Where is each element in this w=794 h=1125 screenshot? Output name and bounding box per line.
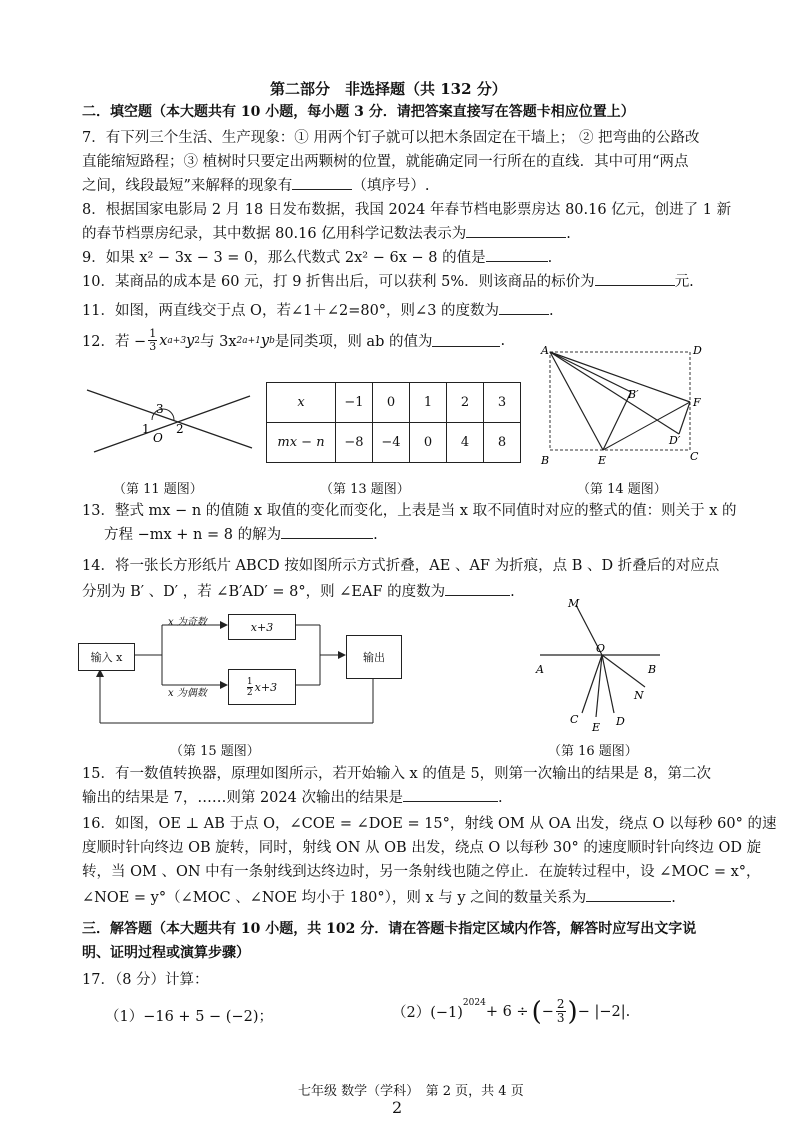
fig11-label-2: 2 — [176, 422, 184, 436]
table-cell: 2 — [447, 383, 484, 423]
fig14-label-a: A — [541, 344, 549, 357]
flow-even-label: x 为偶数 — [168, 688, 207, 699]
fig16-diagram — [530, 595, 680, 740]
fig14-diagram — [535, 340, 715, 470]
fig16-label-n: N — [634, 689, 644, 702]
table-cell: x — [267, 383, 336, 423]
table-row — [267, 423, 521, 463]
q12-line: 12．若 − $\frac{1}{3}$ x a+3 y 2 与 3x 2a+1 y b 是同类项，则 ab 的值为 . — [82, 327, 506, 353]
fig11-diagram — [82, 380, 257, 470]
table-cell: mx − n — [267, 423, 336, 463]
q14-line2: 分别为 B′ 、D′ ，若 ∠B′AD′ = 8°，则 ∠EAF 的度数为 . — [82, 584, 515, 600]
q13-answer-blank[interactable] — [281, 526, 373, 539]
q17-part2: （2）(−1) $^{2024}$ + 6 ÷ ( − $\frac{2}{3}$ ) − |−2|. — [392, 996, 631, 1027]
section3-heading-line1: 三．解答题（本大题共有 10 小题，共 102 分．请在答题卡指定区域内作答，解答时应写出文字说 — [82, 921, 697, 937]
q11-line: 11．如图，两直线交于点 O，若∠1＋∠2=80°，则∠3 的度数为 . — [82, 303, 554, 319]
q9-answer-blank[interactable] — [486, 249, 548, 262]
table-cell: −8 — [336, 423, 373, 463]
flow-odd-label: x 为奇数 — [168, 617, 207, 628]
table-cell: −1 — [336, 383, 373, 423]
q16-line2: 度顺时针向终边 OB 旋转，同时，射线 ON 从 OB 出发，绕点 O 以每秒 30° 的速度顺时针向终边 OD 旋 — [82, 840, 762, 856]
fig11-label-1: 1 — [142, 422, 150, 436]
q7-answer-blank[interactable] — [292, 177, 352, 190]
fig11-label-o: O — [153, 431, 163, 445]
flow-even-op-box: 1 2 x+3 — [228, 669, 296, 705]
q10-line: 10．某商品的成本是 60 元，打 9 折售出后，可以获利 5%．则该商品的标价为 元. — [82, 274, 694, 290]
q8-line2: 的春节档票房纪录，其中数据 80.16 亿用科学记数法表示为 . — [82, 226, 571, 242]
fig14-label-c: C — [690, 450, 699, 463]
q12-answer-blank[interactable] — [432, 334, 500, 347]
fig11-caption: （第 11 题图） — [113, 482, 203, 497]
fig13-caption: （第 13 题图） — [320, 482, 410, 497]
table-cell: 4 — [447, 423, 484, 463]
q15-answer-blank[interactable] — [403, 789, 498, 802]
q7-line3: 之间，线段最短”来解释的现象有 （填序号）. — [82, 178, 430, 194]
fig16-label-d: D — [616, 715, 625, 728]
q17-stem: 17．（8 分）计算： — [82, 972, 209, 988]
q8-line1: 8．根据国家电影局 2 月 18 日发布数据，我国 2024 年春节档电影票房达 80.16 亿元，创进了 1 新 — [82, 202, 732, 218]
fig14-caption: （第 14 题图） — [577, 482, 667, 497]
table-cell: −4 — [373, 423, 410, 463]
flow-output-box: 输出 — [346, 635, 402, 679]
table-row — [267, 383, 521, 423]
page-footer: 七年级 数学（学科） 第 2 页，共 4 页 — [298, 1084, 524, 1099]
q16-line1: 16．如图，OE ⊥ AB 于点 O，∠COE = ∠DOE = 15°，射线 OM 从 OA 出发，绕点 O 以每秒 60° 的速 — [82, 816, 777, 832]
section3-heading-line2: 明、证明过程或演算步骤） — [82, 945, 250, 961]
fig16-label-m: M — [568, 597, 580, 610]
fig13-table — [266, 382, 521, 463]
fig14-label-f: F — [693, 396, 701, 409]
table-cell: 0 — [410, 423, 447, 463]
q11-answer-blank[interactable] — [499, 302, 549, 315]
fig14-label-bprime: B′ — [628, 388, 639, 401]
q7-line1: 7．有下列三个生活、生产现象：① 用两个钉子就可以把木条固定在干墙上； ② 把弯曲的公路改 — [82, 130, 700, 146]
q16-answer-blank[interactable] — [586, 889, 671, 902]
fig16-label-b: B — [648, 663, 657, 676]
q10-answer-blank[interactable] — [595, 273, 675, 286]
flow-input-box: 输入 x — [78, 643, 135, 671]
q15-line1: 15．有一数值转换器，原理如图所示，若开始输入 x 的值是 5，则第一次输出的结果是 8，第二次 — [82, 766, 712, 782]
fig14-label-b: B — [541, 454, 550, 467]
fig14-label-e: E — [598, 454, 607, 467]
table-cell: 1 — [410, 383, 447, 423]
q14-answer-blank[interactable] — [445, 583, 510, 596]
fig15-caption: （第 15 题图） — [170, 744, 260, 759]
flow-odd-op-box: x+3 — [228, 614, 296, 640]
fig14-label-dprime: D′ — [669, 434, 681, 447]
fig16-label-e: E — [592, 721, 601, 734]
fig14-label-d: D — [693, 344, 702, 357]
q16-line4: ∠NOE = y°（∠MOC 、∠NOE 均小于 180°），则 x 与 y 之间的数量关系为 . — [82, 890, 676, 906]
table-cell: 0 — [373, 383, 410, 423]
q13-line1: 13．整式 mx − n 的值随 x 取值的变化而变化，上表是当 x 取不同值时对应的整式的值：则关于 x 的 — [82, 503, 737, 519]
fig11-label-3: 3 — [156, 402, 164, 416]
section2-heading: 二．填空题（本大题共有 10 小题，每小题 3 分．请把答案直接写在答题卡相应位置上） — [82, 104, 635, 120]
fig16-label-a: A — [536, 663, 544, 676]
table-cell: 8 — [484, 423, 521, 463]
q17-part1: （1）−16 + 5 − (−2)； — [105, 1009, 273, 1025]
q13-line2: 方程 −mx + n = 8 的解为 . — [104, 527, 378, 543]
fig16-caption: （第 16 题图） — [548, 744, 638, 759]
q15-line2: 输出的结果是 7，……则第 2024 次输出的结果是 . — [82, 790, 503, 806]
page-number: 2 — [392, 1098, 403, 1117]
q8-answer-blank[interactable] — [466, 225, 566, 238]
fig16-label-c: C — [570, 713, 579, 726]
fig16-label-o: O — [596, 642, 606, 655]
table-cell: 3 — [484, 383, 521, 423]
page-title: 第二部分 非选择题（共 132 分） — [270, 80, 507, 98]
q14-line1: 14．将一张长方形纸片 ABCD 按如图所示方式折叠，AE 、AF 为折痕，点 B 、D 折叠后的对应点 — [82, 558, 720, 574]
q9-line: 9．如果 x² − 3x − 3 = 0，那么代数式 2x² − 6x − 8 的值是 . — [82, 250, 553, 266]
q16-line3: 转，当 OM 、ON 中有一条射线到达终边时，另一条射线也随之停止．在旋转过程中，设 ∠MOC = x°， — [82, 864, 761, 880]
q7-line2: 直能缩短路程；③ 植树时只要定出两颗树的位置，就能确定同一行所在的直线．其中可用“两点 — [82, 154, 689, 170]
